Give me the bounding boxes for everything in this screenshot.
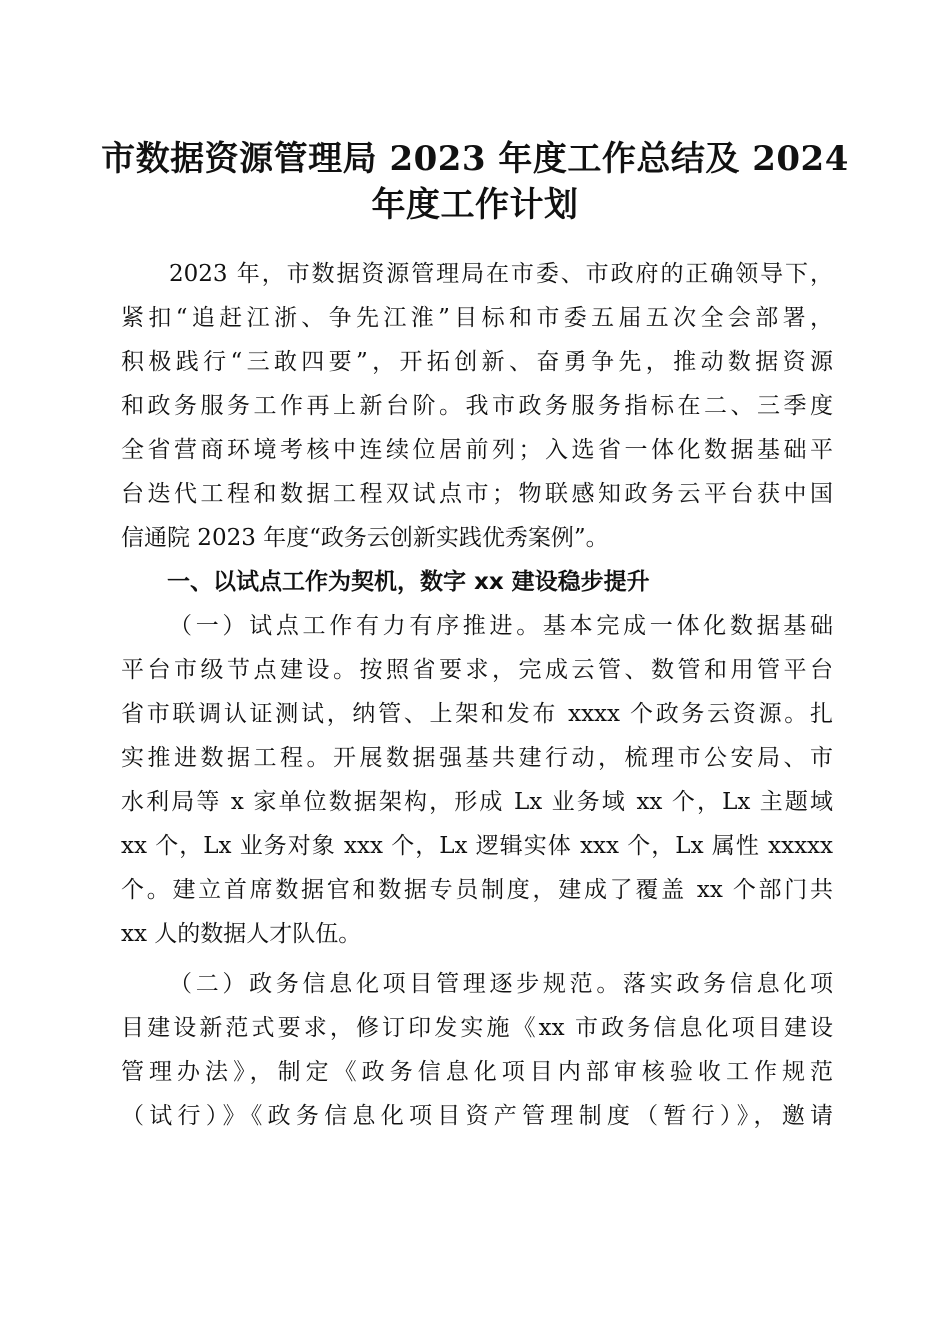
section-heading-1: 一、以试点工作为契机，数字 xx 建设稳步提升 [167, 569, 650, 595]
subsection-1-line: 省市联调认证测试，纳管、上架和发布 xxxx 个政务云资源。扎 [121, 701, 833, 727]
subsection-2-line: （二）政务信息化项目管理逐步规范。落实政务信息化项 [169, 971, 833, 997]
intro-line: 全省营商环境考核中连续位居前列；入选省一体化数据基础平 [121, 437, 833, 463]
subsection-2-paragraph [121, 962, 833, 1138]
intro-line: 积极践行“三敢四要”，开拓创新、奋勇争先，推动数据资源 [121, 349, 833, 375]
subsection-1-line: xx 人的数据人才队伍。 [121, 921, 362, 947]
intro-line: 2023 年，市数据资源管理局在市委、市政府的正确领导下， [169, 261, 833, 287]
subsection-1-line: 个。建立首席数据官和数据专员制度，建成了覆盖 xx 个部门共 [121, 877, 833, 903]
subsection-1-line: xx 个，Lx 业务对象 xxx 个，Lx 逻辑实体 xxx 个，Lx 属性 xxxxx [121, 833, 833, 859]
subsection-1-line: 水利局等 x 家单位数据架构，形成 Lx 业务域 xx 个，Lx 主题域 [121, 789, 833, 815]
title-line-2: 年度工作计划 [371, 185, 579, 225]
subsection-2-line: 管理办法》，制定《政务信息化项目内部审核验收工作规范 [121, 1059, 833, 1085]
subsection-2-line: 目建设新范式要求，修订印发实施《xx 市政务信息化项目建设 [121, 1015, 833, 1041]
subsection-1-line: 实推进数据工程。开展数据强基共建行动，梳理市公安局、市 [121, 745, 833, 771]
intro-line: 和政务服务工作再上新台阶。我市政务服务指标在二、三季度 [121, 393, 833, 419]
title-line-1: 市数据资源管理局 2023 年度工作总结及 2024 [101, 139, 849, 179]
intro-paragraph [121, 252, 833, 560]
intro-line: 台迭代工程和数据工程双试点市；物联感知政务云平台获中国 [121, 481, 833, 507]
subsection-2-line: （试行）》《政务信息化项目资产管理制度（暂行）》，邀请 [121, 1103, 833, 1129]
intro-line: 信通院 2023 年度“政务云创新实践优秀案例”。 [121, 525, 609, 551]
intro-line: 紧扣“追赶江浙、争先江淮”目标和市委五届五次全会部署， [121, 305, 833, 331]
document-body [121, 252, 833, 1138]
subsection-1-line: （一）试点工作有力有序推进。基本完成一体化数据基础 [169, 613, 833, 639]
page-title [100, 136, 850, 228]
subsection-1-line: 平台市级节点建设。按照省要求，完成云管、数管和用管平台 [121, 657, 833, 683]
subsection-1-paragraph [121, 604, 833, 956]
